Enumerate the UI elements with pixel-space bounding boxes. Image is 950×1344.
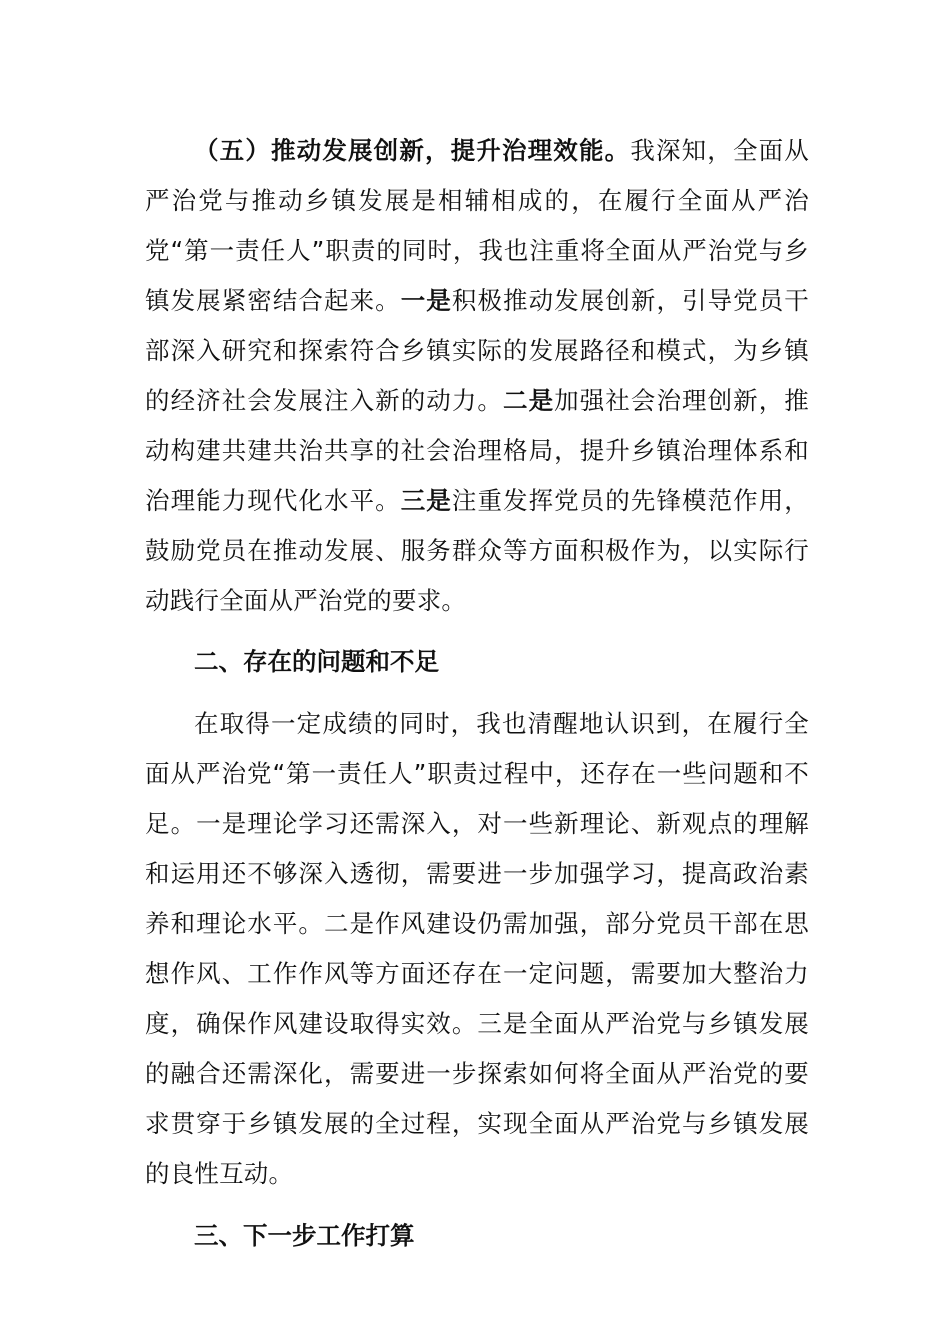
item2-label: 二是 xyxy=(503,386,555,415)
section5-paragraph xyxy=(145,126,809,626)
item1-text: 积极推动发展创新，引导党员干部深入研究和探索符合乡镇实际的发展路径和模式，为乡镇的经济社会发展注入新的动力。 xyxy=(145,286,809,415)
item2-text: 加强社会治理创新，推动构建共建共治共享的社会治理格局，提升乡镇治理体系和治理能力现代化水平。 xyxy=(145,386,809,515)
section2-heading: 二、存在的问题和不足 xyxy=(194,647,439,676)
section5-title: （五）推动发展创新，提升治理效能。 xyxy=(194,136,631,165)
item3-text: 注重发挥党员的先锋模范作用，鼓励党员在推动发展、服务群众等方面积极作为，以实际行动践行全面从严治党的要求。 xyxy=(145,486,809,615)
section3-heading: 三、下一步工作打算 xyxy=(194,1221,415,1250)
item3-label: 三是 xyxy=(400,486,452,515)
section5-intro: 我深知，全面从严治党与推动乡镇发展是相辅相成的，在履行全面从严治党“第一责任人”职责的同时，我也注重将全面从严治党与乡镇发展紧密结合起来。 xyxy=(145,136,809,315)
section2-body: 在取得一定成绩的同时，我也清醒地认识到，在履行全面从严治党“第一责任人”职责过程中，还存在一些问题和不足。一是理论学习还需深入，对一些新理论、新观点的理解和运用还不够深入透彻，需要进一步加强学习，提高政治素养和理论水平。二是作风建设仍需加强，部分党员干部在思想作风、工作作风等方面还存在一定问题，需要加大整治力度，确保作风建设取得实效。三是全面从严治党与乡镇发展的融合还需深化，需要进一步探索如何将全面从严治党的要求贯穿于乡镇发展的全过程，实现全面从严治党与乡镇发展的良性互动。 xyxy=(145,709,809,1188)
item1-label: 一是 xyxy=(400,286,452,315)
document-page xyxy=(145,126,809,1261)
